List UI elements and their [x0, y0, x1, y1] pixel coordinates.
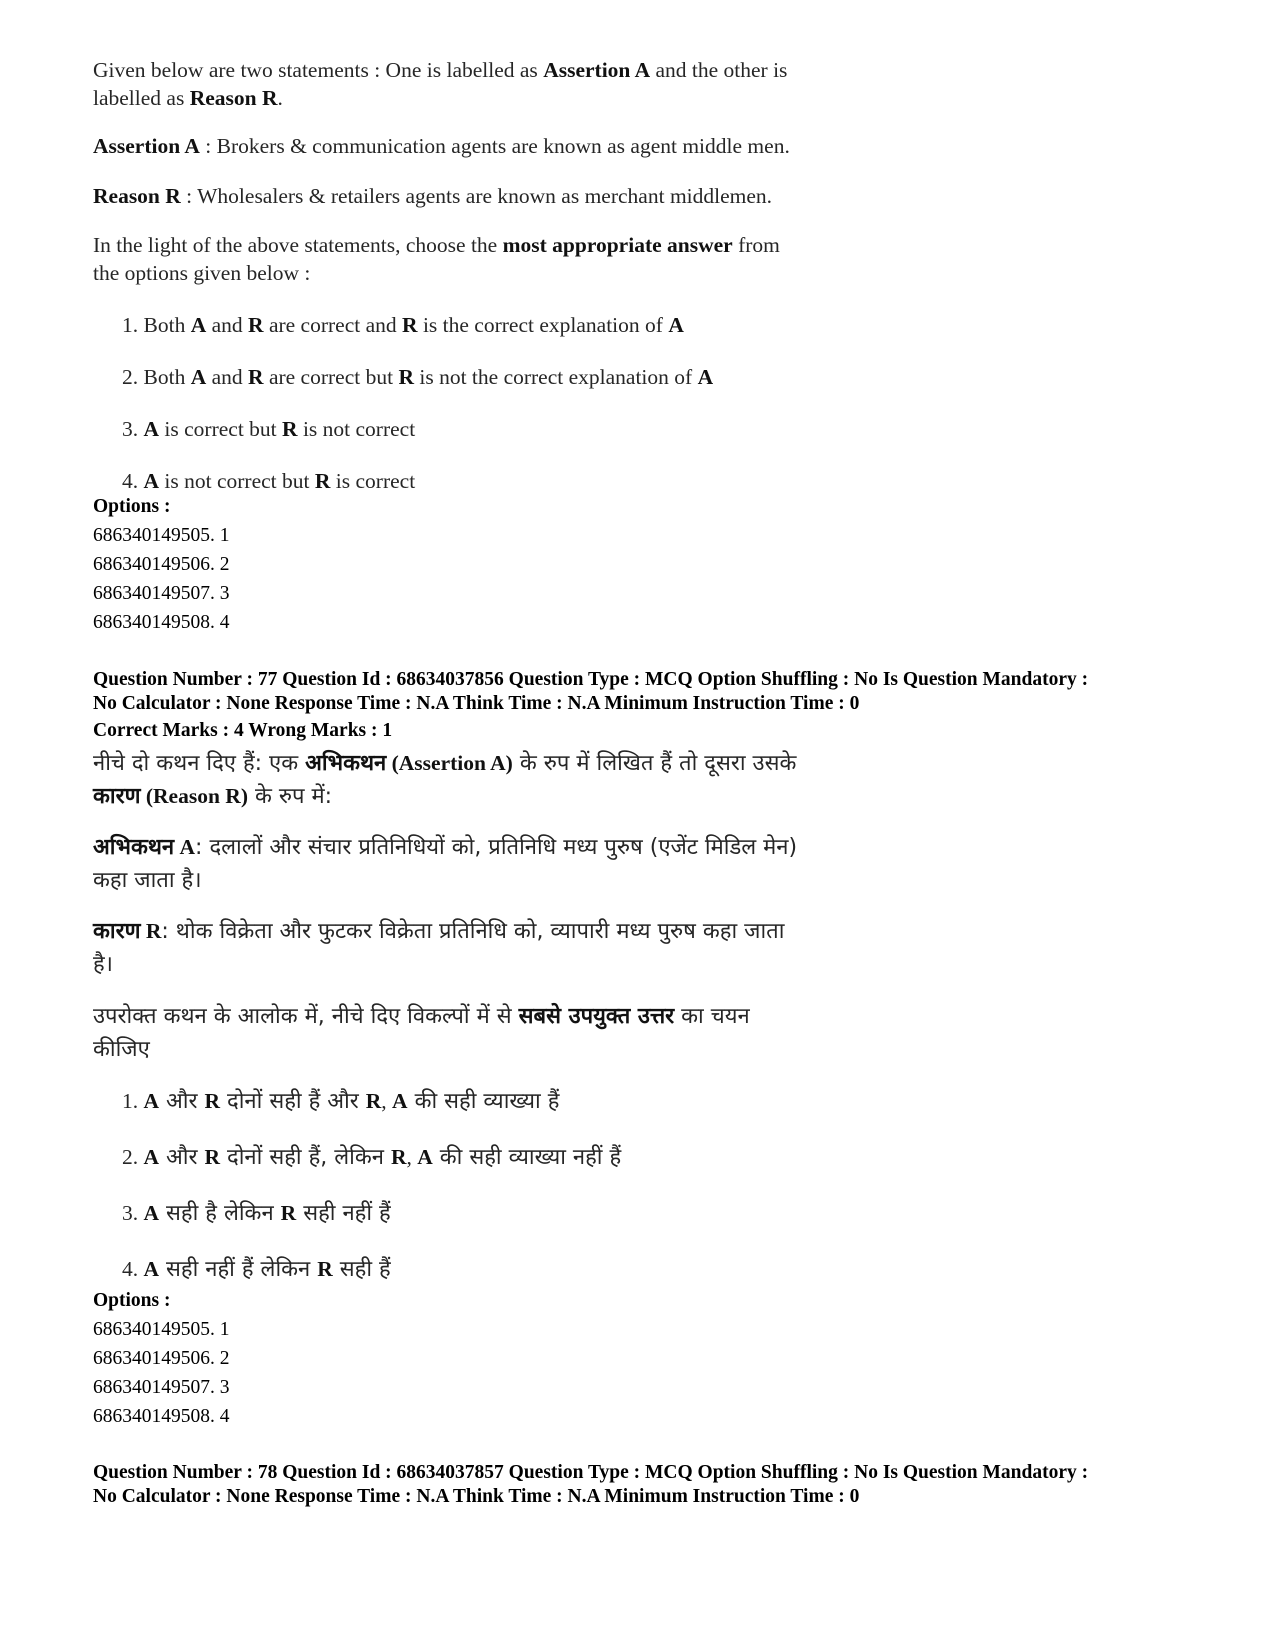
- option-row: 686340149507. 3: [93, 583, 230, 604]
- q77-meta: [93, 668, 1088, 716]
- q77-instruction: उपरोक्त कथन के आलोक में, नीचे दिए विकल्पों में से सबसे उपयुक्त उत्तर का चयन कीजिए: [93, 1004, 750, 1062]
- q76-options-list: [93, 492, 230, 637]
- q76-choice-4: 4. A is not correct but R is correct: [122, 469, 416, 493]
- option-row: 686340149506. 2: [93, 554, 230, 575]
- q77-choice-4: 4. A सही नहीं हैं लेकिन R सही हैं: [122, 1257, 391, 1282]
- q77-marks: Correct Marks : 4 Wrong Marks : 1: [93, 720, 393, 741]
- q78-meta-line-2: No Calculator : None Response Time : N.A Think Time : N.A Minimum Instruction Time : 0: [93, 1486, 860, 1507]
- options-header: Options :: [93, 1290, 171, 1311]
- q78-meta: [93, 1461, 1088, 1509]
- q77-meta-line-1: Question Number : 77 Question Id : 68634037856 Question Type : MCQ Option Shuffling : No Is Question Mandatory :: [93, 669, 1089, 690]
- q76-choice-3: 3. A is correct but R is not correct: [122, 417, 416, 441]
- option-row: 686340149508. 4: [93, 612, 230, 633]
- q77-options-list: [93, 1286, 230, 1431]
- options-header: Options :: [93, 496, 171, 517]
- q76-intro: Given below are two statements : One is labelled as Assertion A and the other is labelled as Reason R.: [93, 58, 788, 110]
- option-row: 686340149508. 4: [93, 1406, 230, 1427]
- q77-choice-2: 2. A और R दोनों सही हैं, लेकिन R, A की सही व्याख्या नहीं हैं: [122, 1145, 622, 1170]
- q76-assertion: Assertion A : Brokers & communication agents are known as agent middle men.: [93, 134, 790, 158]
- q77-assertion: अभिकथन A: दलालों और संचार प्रतिनिधियों को, प्रतिनिधि मध्य पुरुष (एजेंट मिडिल मेन) कहा जाता है।: [93, 835, 798, 893]
- q77-intro: नीचे दो कथन दिए हैं: एक अभिकथन (Assertion A) के रुप में लिखित हैं तो दूसरा उसके कारण (Reason R) के रुप में:: [93, 751, 797, 809]
- q78-meta-line-1: Question Number : 78 Question Id : 68634037857 Question Type : MCQ Option Shuffling : No Is Question Mandatory :: [93, 1462, 1089, 1483]
- q76-reason: Reason R : Wholesalers & retailers agents are known as merchant middlemen.: [93, 184, 773, 208]
- option-row: 686340149507. 3: [93, 1377, 230, 1398]
- option-row: 686340149505. 1: [93, 1319, 230, 1340]
- q77-choice-1: 1. A और R दोनों सही हैं और R, A की सही व्याख्या हैं: [122, 1089, 560, 1114]
- q77-reason: कारण R: थोक विक्रेता और फुटकर विक्रेता प्रतिनिधि को, व्यापारी मध्य पुरुष कहा जाता है।: [93, 919, 785, 977]
- q76-choice-2: 2. Both A and R are correct but R is not the correct explanation of A: [122, 365, 714, 389]
- q77-meta-line-2: No Calculator : None Response Time : N.A Think Time : N.A Minimum Instruction Time : 0: [93, 693, 860, 714]
- q76-choice-1: 1. Both A and R are correct and R is the correct explanation of A: [122, 313, 684, 337]
- q77-choice-3: 3. A सही है लेकिन R सही नहीं हैं: [122, 1201, 391, 1226]
- option-row: 686340149506. 2: [93, 1348, 230, 1369]
- q76-instruction: In the light of the above statements, choose the most appropriate answer from the options given below :: [93, 233, 780, 285]
- option-row: 686340149505. 1: [93, 525, 230, 546]
